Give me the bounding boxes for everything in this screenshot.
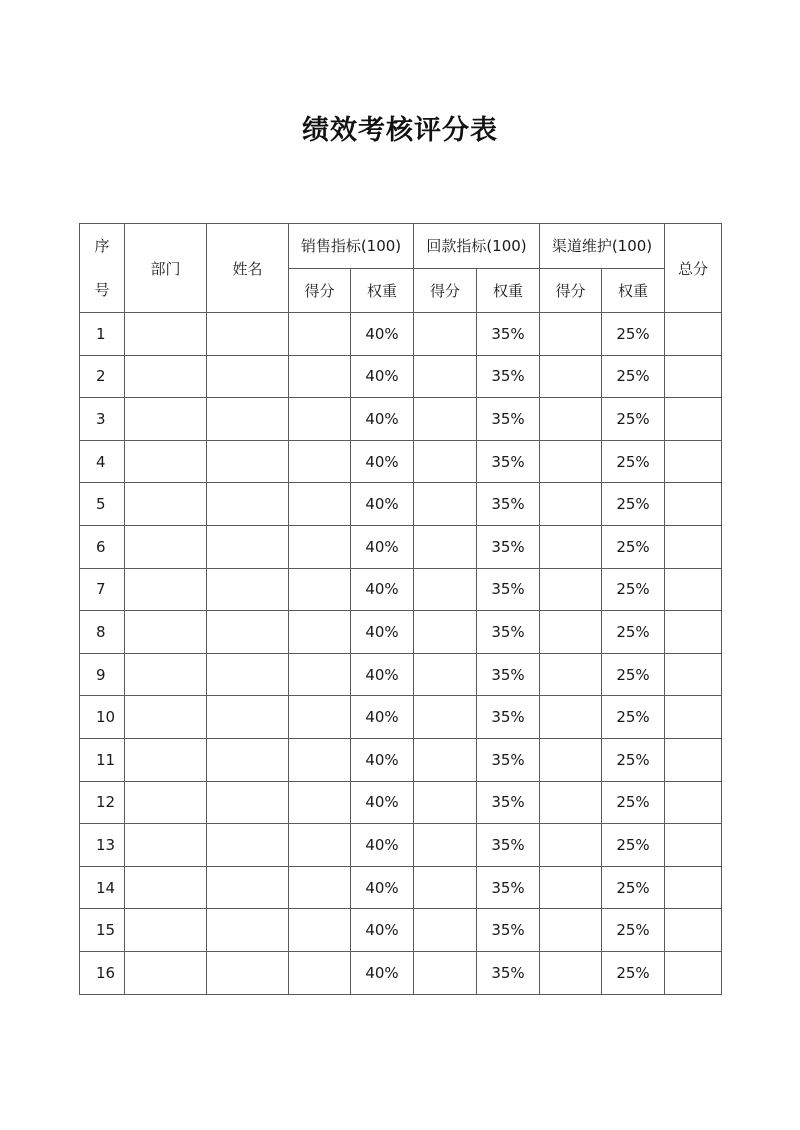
payment-score-cell[interactable] <box>414 951 477 994</box>
name-cell[interactable] <box>207 483 289 526</box>
department-cell[interactable] <box>125 909 207 952</box>
sales-weight-cell: 40% <box>351 696 414 739</box>
table-row <box>80 951 722 994</box>
page-title: 绩效考核评分表 <box>302 115 498 146</box>
payment-weight-cell: 35% <box>477 398 540 441</box>
name-cell[interactable] <box>207 440 289 483</box>
row-number: 14 <box>80 866 125 909</box>
payment-weight-cell: 35% <box>477 696 540 739</box>
channel-score-cell[interactable] <box>540 568 602 611</box>
channel-weight-cell: 25% <box>602 440 665 483</box>
channel-score-cell[interactable] <box>540 696 602 739</box>
table-row <box>80 909 722 952</box>
sales-weight-cell: 40% <box>351 909 414 952</box>
channel-score-cell[interactable] <box>540 355 602 398</box>
row-number: 5 <box>80 483 125 526</box>
department-cell[interactable] <box>125 525 207 568</box>
sales-weight-cell: 40% <box>351 611 414 654</box>
channel-weight-cell: 25% <box>602 483 665 526</box>
sales-weight-cell: 40% <box>351 398 414 441</box>
seq-header-top: 序 <box>94 237 110 255</box>
sales-score-cell[interactable] <box>289 313 351 356</box>
table-row <box>80 483 722 526</box>
table-row <box>80 653 722 696</box>
table-row <box>80 568 722 611</box>
sales-weight-header: 权重 <box>351 268 414 313</box>
payment-weight-cell: 35% <box>477 568 540 611</box>
sales-score-cell[interactable] <box>289 866 351 909</box>
name-cell[interactable] <box>207 738 289 781</box>
row-number: 11 <box>80 738 125 781</box>
channel-score-cell[interactable] <box>540 738 602 781</box>
total-cell[interactable] <box>665 483 722 526</box>
table-row <box>80 781 722 824</box>
sales-score-cell[interactable] <box>289 440 351 483</box>
sales-score-cell[interactable] <box>289 738 351 781</box>
payment-weight-cell: 35% <box>477 824 540 867</box>
channel-score-cell[interactable] <box>540 611 602 654</box>
channel-score-cell[interactable] <box>540 398 602 441</box>
payment-score-cell[interactable] <box>414 781 477 824</box>
payment-score-cell[interactable] <box>414 483 477 526</box>
table-row <box>80 525 722 568</box>
sales-weight-cell: 40% <box>351 866 414 909</box>
channel-score-cell[interactable] <box>540 866 602 909</box>
total-cell[interactable] <box>665 398 722 441</box>
sales-score-cell[interactable] <box>289 824 351 867</box>
payment-score-header: 得分 <box>414 268 477 313</box>
channel-weight-cell: 25% <box>602 781 665 824</box>
channel-score-header: 得分 <box>540 268 602 313</box>
table-row <box>80 611 722 654</box>
table-row <box>80 313 722 356</box>
payment-score-cell[interactable] <box>414 824 477 867</box>
department-cell[interactable] <box>125 866 207 909</box>
channel-weight-cell: 25% <box>602 909 665 952</box>
payment-score-cell[interactable] <box>414 525 477 568</box>
row-number: 10 <box>80 696 125 739</box>
payment-score-cell[interactable] <box>414 909 477 952</box>
name-cell[interactable] <box>207 781 289 824</box>
channel-weight-cell: 25% <box>602 525 665 568</box>
table-row <box>80 824 722 867</box>
channel-score-cell[interactable] <box>540 440 602 483</box>
table-row <box>80 738 722 781</box>
total-cell[interactable] <box>665 951 722 994</box>
sales-score-cell[interactable] <box>289 483 351 526</box>
channel-weight-header: 权重 <box>602 268 665 313</box>
department-cell[interactable] <box>125 440 207 483</box>
total-cell[interactable] <box>665 909 722 952</box>
name-cell[interactable] <box>207 951 289 994</box>
channel-score-cell[interactable] <box>540 951 602 994</box>
payment-group-header: 回款指标(100) <box>414 224 540 269</box>
sales-weight-cell: 40% <box>351 824 414 867</box>
sales-weight-cell: 40% <box>351 781 414 824</box>
channel-group-header: 渠道维护(100) <box>540 224 665 269</box>
total-cell[interactable] <box>665 824 722 867</box>
row-number: 4 <box>80 440 125 483</box>
table-row <box>80 696 722 739</box>
payment-score-cell[interactable] <box>414 440 477 483</box>
total-cell[interactable] <box>665 568 722 611</box>
name-cell[interactable] <box>207 525 289 568</box>
sales-weight-cell: 40% <box>351 653 414 696</box>
name-header: 姓名 <box>207 224 289 313</box>
department-cell[interactable] <box>125 781 207 824</box>
payment-weight-cell: 35% <box>477 611 540 654</box>
score-table <box>79 223 722 995</box>
sales-weight-cell: 40% <box>351 313 414 356</box>
sales-score-cell[interactable] <box>289 951 351 994</box>
table-row <box>80 355 722 398</box>
sales-score-cell[interactable] <box>289 909 351 952</box>
header-row-1 <box>80 224 722 269</box>
table-row <box>80 866 722 909</box>
payment-score-cell[interactable] <box>414 355 477 398</box>
sales-group-header: 销售指标(100) <box>289 224 414 269</box>
payment-score-cell[interactable] <box>414 568 477 611</box>
department-cell[interactable] <box>125 483 207 526</box>
name-cell[interactable] <box>207 355 289 398</box>
total-cell[interactable] <box>665 866 722 909</box>
seq-header <box>80 224 125 313</box>
sales-weight-cell: 40% <box>351 568 414 611</box>
payment-weight-cell: 35% <box>477 525 540 568</box>
total-cell[interactable] <box>665 781 722 824</box>
sales-weight-cell: 40% <box>351 483 414 526</box>
total-cell[interactable] <box>665 525 722 568</box>
sales-score-cell[interactable] <box>289 398 351 441</box>
sales-score-cell[interactable] <box>289 611 351 654</box>
name-cell[interactable] <box>207 866 289 909</box>
total-cell[interactable] <box>665 696 722 739</box>
payment-weight-header: 权重 <box>477 268 540 313</box>
row-number: 3 <box>80 398 125 441</box>
department-cell[interactable] <box>125 568 207 611</box>
department-cell[interactable] <box>125 398 207 441</box>
row-number: 16 <box>80 951 125 994</box>
payment-weight-cell: 35% <box>477 313 540 356</box>
department-cell[interactable] <box>125 355 207 398</box>
row-number: 12 <box>80 781 125 824</box>
payment-score-cell[interactable] <box>414 611 477 654</box>
channel-weight-cell: 25% <box>602 866 665 909</box>
channel-weight-cell: 25% <box>602 355 665 398</box>
payment-score-cell[interactable] <box>414 696 477 739</box>
payment-weight-cell: 35% <box>477 781 540 824</box>
table-row <box>80 440 722 483</box>
total-cell[interactable] <box>665 738 722 781</box>
total-cell[interactable] <box>665 653 722 696</box>
name-cell[interactable] <box>207 568 289 611</box>
payment-score-cell[interactable] <box>414 738 477 781</box>
sales-score-header: 得分 <box>289 268 351 313</box>
channel-weight-cell: 25% <box>602 313 665 356</box>
department-cell[interactable] <box>125 738 207 781</box>
total-cell[interactable] <box>665 440 722 483</box>
total-cell[interactable] <box>665 313 722 356</box>
department-cell[interactable] <box>125 313 207 356</box>
table-row <box>80 398 722 441</box>
channel-weight-cell: 25% <box>602 611 665 654</box>
payment-score-cell[interactable] <box>414 653 477 696</box>
payment-weight-cell: 35% <box>477 653 540 696</box>
payment-weight-cell: 35% <box>477 355 540 398</box>
name-cell[interactable] <box>207 398 289 441</box>
row-number: 7 <box>80 568 125 611</box>
row-number: 8 <box>80 611 125 654</box>
payment-weight-cell: 35% <box>477 909 540 952</box>
row-number: 2 <box>80 355 125 398</box>
payment-score-cell[interactable] <box>414 398 477 441</box>
total-header: 总分 <box>665 224 722 313</box>
payment-weight-cell: 35% <box>477 866 540 909</box>
channel-score-cell[interactable] <box>540 483 602 526</box>
sales-score-cell[interactable] <box>289 653 351 696</box>
payment-score-cell[interactable] <box>414 313 477 356</box>
total-cell[interactable] <box>665 355 722 398</box>
channel-score-cell[interactable] <box>540 525 602 568</box>
payment-weight-cell: 35% <box>477 440 540 483</box>
payment-weight-cell: 35% <box>477 483 540 526</box>
payment-score-cell[interactable] <box>414 866 477 909</box>
payment-weight-cell: 35% <box>477 951 540 994</box>
sales-weight-cell: 40% <box>351 738 414 781</box>
name-cell[interactable] <box>207 313 289 356</box>
name-cell[interactable] <box>207 824 289 867</box>
sales-score-cell[interactable] <box>289 568 351 611</box>
channel-weight-cell: 25% <box>602 824 665 867</box>
department-cell[interactable] <box>125 611 207 654</box>
channel-weight-cell: 25% <box>602 398 665 441</box>
channel-weight-cell: 25% <box>602 696 665 739</box>
department-cell[interactable] <box>125 951 207 994</box>
sales-score-cell[interactable] <box>289 525 351 568</box>
channel-weight-cell: 25% <box>602 738 665 781</box>
sales-score-cell[interactable] <box>289 781 351 824</box>
name-cell[interactable] <box>207 653 289 696</box>
row-number: 6 <box>80 525 125 568</box>
department-header: 部门 <box>125 224 207 313</box>
seq-header-bottom: 号 <box>94 281 110 299</box>
row-number: 1 <box>80 313 125 356</box>
channel-weight-cell: 25% <box>602 568 665 611</box>
row-number: 13 <box>80 824 125 867</box>
sales-weight-cell: 40% <box>351 951 414 994</box>
channel-score-cell[interactable] <box>540 313 602 356</box>
channel-weight-cell: 25% <box>602 653 665 696</box>
department-cell[interactable] <box>125 824 207 867</box>
sales-weight-cell: 40% <box>351 355 414 398</box>
name-cell[interactable] <box>207 696 289 739</box>
payment-weight-cell: 35% <box>477 738 540 781</box>
row-number: 15 <box>80 909 125 952</box>
sales-weight-cell: 40% <box>351 440 414 483</box>
sales-score-cell[interactable] <box>289 355 351 398</box>
name-cell[interactable] <box>207 611 289 654</box>
sales-score-cell[interactable] <box>289 696 351 739</box>
channel-score-cell[interactable] <box>540 653 602 696</box>
department-cell[interactable] <box>125 653 207 696</box>
name-cell[interactable] <box>207 909 289 952</box>
total-cell[interactable] <box>665 611 722 654</box>
department-cell[interactable] <box>125 696 207 739</box>
row-number: 9 <box>80 653 125 696</box>
channel-weight-cell: 25% <box>602 951 665 994</box>
channel-score-cell[interactable] <box>540 909 602 952</box>
sales-weight-cell: 40% <box>351 525 414 568</box>
table-body <box>80 313 722 995</box>
channel-score-cell[interactable] <box>540 824 602 867</box>
channel-score-cell[interactable] <box>540 781 602 824</box>
